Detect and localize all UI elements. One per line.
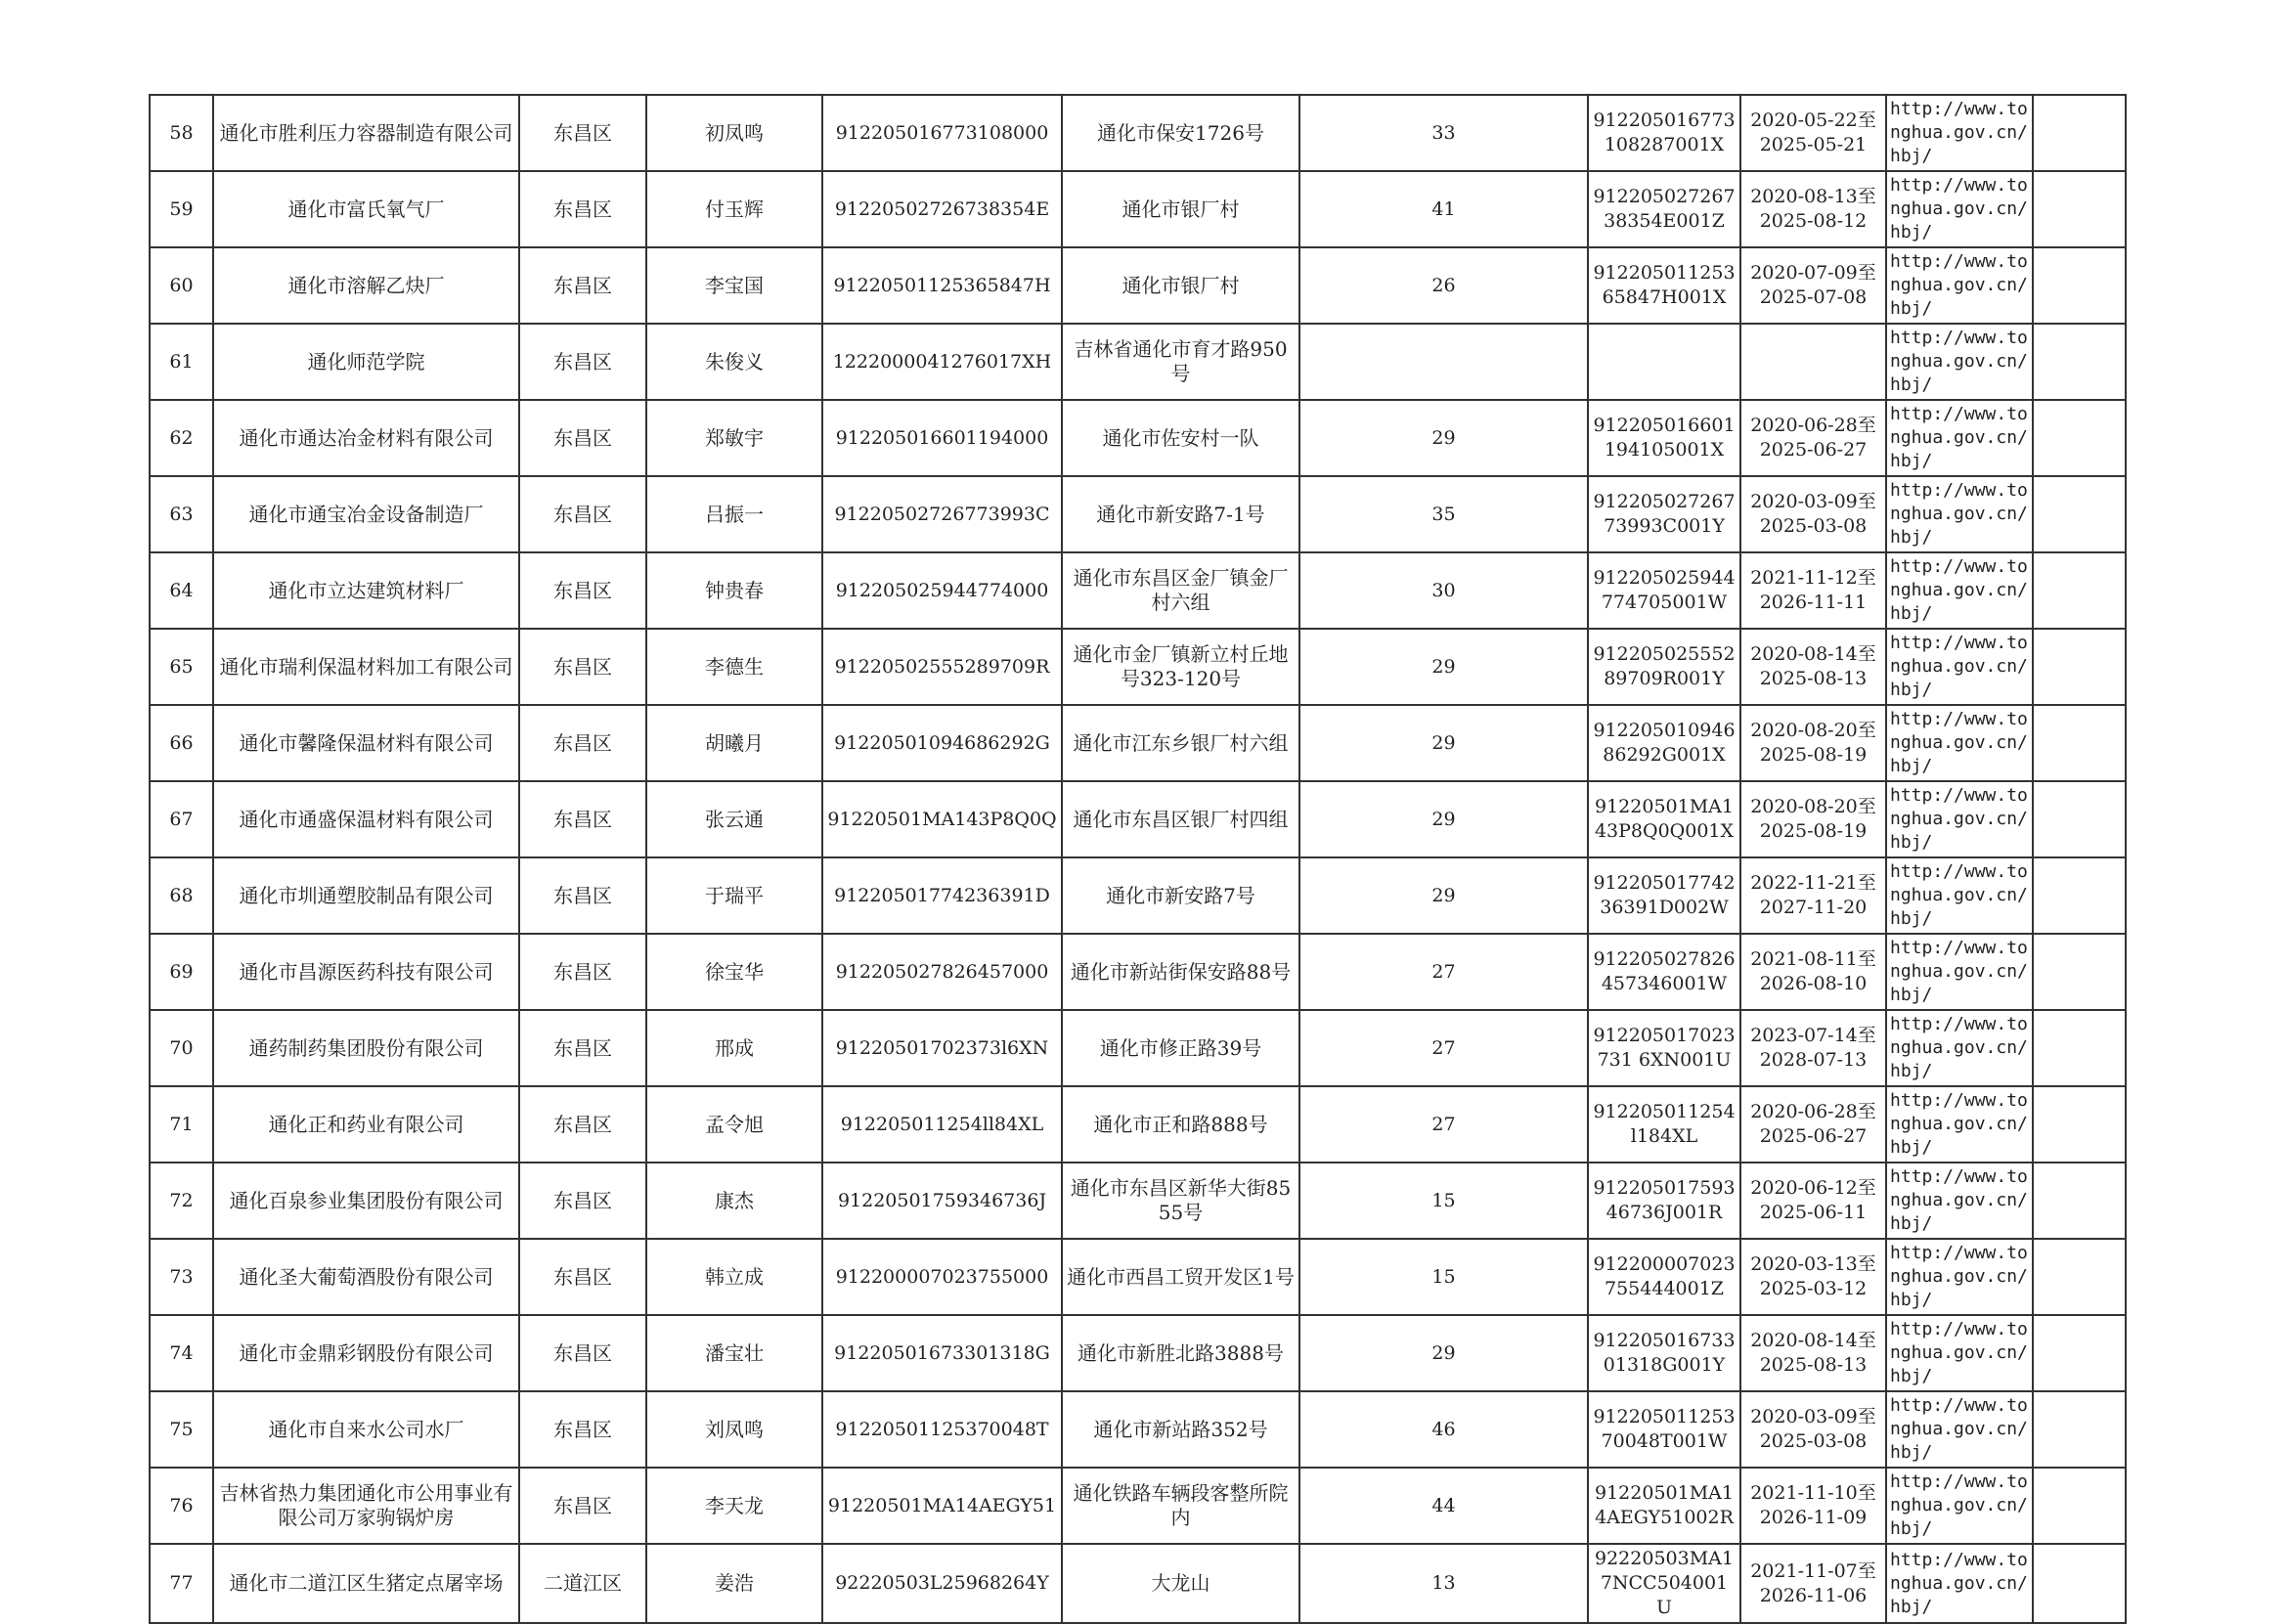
count-value-cell: 29	[1299, 1315, 1588, 1391]
district-cell: 东昌区	[519, 324, 646, 400]
address-cell: 通化市新安路7-1号	[1062, 476, 1299, 552]
district-cell: 东昌区	[519, 552, 646, 629]
count-value-cell: 29	[1299, 400, 1588, 476]
note-cell	[2033, 857, 2126, 934]
count-value-cell: 13	[1299, 1544, 1588, 1623]
note-cell	[2033, 705, 2126, 781]
info-link-cell[interactable]: http://www.tonghua.gov.cn/hbj/	[1886, 1391, 2033, 1468]
permit-number-cell: 91220501673301318G001Y	[1588, 1315, 1740, 1391]
note-cell	[2033, 476, 2126, 552]
credit-code-cell: 912205016773108000	[822, 95, 1062, 171]
row-number-cell: 63	[150, 476, 213, 552]
table-row	[150, 247, 2126, 324]
table-row	[150, 1163, 2126, 1239]
address-cell: 通化市佐安村一队	[1062, 400, 1299, 476]
validity-period-cell	[1740, 324, 1886, 400]
table-row	[150, 1086, 2126, 1163]
validity-period-cell: 2020-06-28至2025-06-27	[1740, 1086, 1886, 1163]
note-cell	[2033, 1239, 2126, 1315]
company-name-cell: 通化圣大葡萄酒股份有限公司	[213, 1239, 519, 1315]
district-cell: 东昌区	[519, 1239, 646, 1315]
validity-period-cell: 2020-08-14至2025-08-13	[1740, 629, 1886, 705]
permit-number-cell: 91220502555289709R001Y	[1588, 629, 1740, 705]
credit-code-cell: 912205016601194000	[822, 400, 1062, 476]
validity-period-cell: 2023-07-14至2028-07-13	[1740, 1010, 1886, 1086]
table-row	[150, 400, 2126, 476]
note-cell	[2033, 629, 2126, 705]
info-link-cell[interactable]: http://www.tonghua.gov.cn/hbj/	[1886, 1315, 2033, 1391]
district-cell: 东昌区	[519, 1163, 646, 1239]
table-row	[150, 1468, 2126, 1544]
count-value-cell: 44	[1299, 1468, 1588, 1544]
permit-number-cell: 91220502726738354E001Z	[1588, 171, 1740, 247]
permit-number-cell	[1588, 324, 1740, 400]
table-row	[150, 934, 2126, 1010]
company-name-cell: 通化市瑞利保温材料加工有限公司	[213, 629, 519, 705]
count-value-cell: 15	[1299, 1239, 1588, 1315]
table-row	[150, 629, 2126, 705]
company-name-cell: 通药制药集团股份有限公司	[213, 1010, 519, 1086]
count-value-cell: 46	[1299, 1391, 1588, 1468]
permit-number-cell: 912200007023755444001Z	[1588, 1239, 1740, 1315]
info-link-cell[interactable]: http://www.tonghua.gov.cn/hbj/	[1886, 1010, 2033, 1086]
count-value-cell: 30	[1299, 552, 1588, 629]
legal-representative-cell: 胡曦月	[646, 705, 822, 781]
table-row	[150, 1239, 2126, 1315]
row-number-cell: 61	[150, 324, 213, 400]
credit-code-cell: 91220501125365847H	[822, 247, 1062, 324]
note-cell	[2033, 400, 2126, 476]
note-cell	[2033, 1010, 2126, 1086]
district-cell: 东昌区	[519, 247, 646, 324]
address-cell: 通化市江东乡银厂村六组	[1062, 705, 1299, 781]
note-cell	[2033, 247, 2126, 324]
legal-representative-cell: 邢成	[646, 1010, 822, 1086]
district-cell: 东昌区	[519, 476, 646, 552]
row-number-cell: 71	[150, 1086, 213, 1163]
validity-period-cell: 2020-08-20至2025-08-19	[1740, 705, 1886, 781]
legal-representative-cell: 张云通	[646, 781, 822, 857]
address-cell: 通化市银厂村	[1062, 247, 1299, 324]
table-row	[150, 1391, 2126, 1468]
credit-code-cell: 91220501MA143P8Q0Q	[822, 781, 1062, 857]
address-cell: 通化市正和路888号	[1062, 1086, 1299, 1163]
row-number-cell: 67	[150, 781, 213, 857]
district-cell: 东昌区	[519, 934, 646, 1010]
count-value-cell: 15	[1299, 1163, 1588, 1239]
info-link-cell[interactable]: http://www.tonghua.gov.cn/hbj/	[1886, 95, 2033, 171]
credit-code-cell: 912205025944774000	[822, 552, 1062, 629]
company-name-cell: 通化市通宝冶金设备制造厂	[213, 476, 519, 552]
row-number-cell: 74	[150, 1315, 213, 1391]
district-cell: 二道江区	[519, 1544, 646, 1623]
info-link-cell[interactable]: http://www.tonghua.gov.cn/hbj/	[1886, 1086, 2033, 1163]
legal-representative-cell: 潘宝壮	[646, 1315, 822, 1391]
info-link-cell[interactable]: http://www.tonghua.gov.cn/hbj/	[1886, 476, 2033, 552]
validity-period-cell: 2020-06-12至2025-06-11	[1740, 1163, 1886, 1239]
table-row	[150, 552, 2126, 629]
row-number-cell: 68	[150, 857, 213, 934]
table-row	[150, 781, 2126, 857]
row-number-cell: 66	[150, 705, 213, 781]
note-cell	[2033, 1163, 2126, 1239]
permit-number-cell: 912205011254l184XL	[1588, 1086, 1740, 1163]
validity-period-cell: 2021-11-12至2026-11-11	[1740, 552, 1886, 629]
address-cell: 通化市西昌工贸开发区1号	[1062, 1239, 1299, 1315]
count-value-cell: 27	[1299, 1010, 1588, 1086]
permit-number-cell: 91220501774236391D002W	[1588, 857, 1740, 934]
info-link-cell[interactable]: http://www.tonghua.gov.cn/hbj/	[1886, 1468, 2033, 1544]
count-value-cell: 33	[1299, 95, 1588, 171]
info-link-cell[interactable]: http://www.tonghua.gov.cn/hbj/	[1886, 324, 2033, 400]
permit-number-cell: 91220501759346736J001R	[1588, 1163, 1740, 1239]
address-cell: 通化市新站路352号	[1062, 1391, 1299, 1468]
legal-representative-cell: 钟贵春	[646, 552, 822, 629]
company-name-cell: 通化市金鼎彩钢股份有限公司	[213, 1315, 519, 1391]
credit-code-cell: 91220501702373l6XN	[822, 1010, 1062, 1086]
credit-code-cell: 912205011254ll84XL	[822, 1086, 1062, 1163]
row-number-cell: 77	[150, 1544, 213, 1623]
note-cell	[2033, 552, 2126, 629]
legal-representative-cell: 刘凤鸣	[646, 1391, 822, 1468]
table-row	[150, 476, 2126, 552]
row-number-cell: 75	[150, 1391, 213, 1468]
note-cell	[2033, 1544, 2126, 1623]
credit-code-cell: 91220501774236391D	[822, 857, 1062, 934]
table-row	[150, 171, 2126, 247]
district-cell: 东昌区	[519, 705, 646, 781]
address-cell: 通化市东昌区金厂镇金厂村六组	[1062, 552, 1299, 629]
validity-period-cell: 2020-08-20至2025-08-19	[1740, 781, 1886, 857]
note-cell	[2033, 1086, 2126, 1163]
address-cell: 通化市新站街保安路88号	[1062, 934, 1299, 1010]
validity-period-cell: 2022-11-21至2027-11-20	[1740, 857, 1886, 934]
credit-code-cell: 91220501673301318G	[822, 1315, 1062, 1391]
note-cell	[2033, 1468, 2126, 1544]
count-value-cell	[1299, 324, 1588, 400]
row-number-cell: 65	[150, 629, 213, 705]
credit-code-cell: 91220502726738354E	[822, 171, 1062, 247]
validity-period-cell: 2020-03-13至2025-03-12	[1740, 1239, 1886, 1315]
legal-representative-cell: 李宝国	[646, 247, 822, 324]
row-number-cell: 58	[150, 95, 213, 171]
legal-representative-cell: 姜浩	[646, 1544, 822, 1623]
company-name-cell: 通化正和药业有限公司	[213, 1086, 519, 1163]
legal-representative-cell: 李德生	[646, 629, 822, 705]
address-cell: 通化市新胜北路3888号	[1062, 1315, 1299, 1391]
info-link-cell[interactable]: http://www.tonghua.gov.cn/hbj/	[1886, 857, 2033, 934]
permit-number-cell: 912205016601194105001X	[1588, 400, 1740, 476]
validity-period-cell: 2020-06-28至2025-06-27	[1740, 400, 1886, 476]
permit-number-cell: 92220503MA17NCC504001U	[1588, 1544, 1740, 1623]
legal-representative-cell: 于瑞平	[646, 857, 822, 934]
note-cell	[2033, 1315, 2126, 1391]
validity-period-cell: 2020-07-09至2025-07-08	[1740, 247, 1886, 324]
credit-code-cell: 912205027826457000	[822, 934, 1062, 1010]
validity-period-cell: 2021-11-10至2026-11-09	[1740, 1468, 1886, 1544]
legal-representative-cell: 李天龙	[646, 1468, 822, 1544]
permit-number-cell: 91220501MA143P8Q0Q001X	[1588, 781, 1740, 857]
note-cell	[2033, 324, 2126, 400]
validity-period-cell: 2021-08-11至2026-08-10	[1740, 934, 1886, 1010]
district-cell: 东昌区	[519, 95, 646, 171]
count-value-cell: 27	[1299, 1086, 1588, 1163]
address-cell: 通化市保安1726号	[1062, 95, 1299, 171]
legal-representative-cell: 徐宝华	[646, 934, 822, 1010]
district-cell: 东昌区	[519, 171, 646, 247]
district-cell: 东昌区	[519, 1468, 646, 1544]
legal-representative-cell: 康杰	[646, 1163, 822, 1239]
legal-representative-cell: 韩立成	[646, 1239, 822, 1315]
address-cell: 大龙山	[1062, 1544, 1299, 1623]
info-link-cell[interactable]: http://www.tonghua.gov.cn/hbj/	[1886, 1163, 2033, 1239]
table-row	[150, 1315, 2126, 1391]
table-row	[150, 1544, 2126, 1623]
legal-representative-cell: 吕振一	[646, 476, 822, 552]
credit-code-cell: 91220502726773993C	[822, 476, 1062, 552]
row-number-cell: 59	[150, 171, 213, 247]
table-row	[150, 857, 2126, 934]
credit-code-cell: 91220501094686292G	[822, 705, 1062, 781]
company-name-cell: 通化市胜利压力容器制造有限公司	[213, 95, 519, 171]
row-number-cell: 69	[150, 934, 213, 1010]
validity-period-cell: 2020-08-14至2025-08-13	[1740, 1315, 1886, 1391]
company-name-cell: 通化市馨隆保温材料有限公司	[213, 705, 519, 781]
validity-period-cell: 2021-11-07至2026-11-06	[1740, 1544, 1886, 1623]
permit-number-cell: 91220502726773993C001Y	[1588, 476, 1740, 552]
address-cell: 通化市银厂村	[1062, 171, 1299, 247]
validity-period-cell: 2020-08-13至2025-08-12	[1740, 171, 1886, 247]
district-cell: 东昌区	[519, 781, 646, 857]
credit-code-cell: 91220501MA14AEGY51	[822, 1468, 1062, 1544]
address-cell: 通化市新安路7号	[1062, 857, 1299, 934]
validity-period-cell: 2020-03-09至2025-03-08	[1740, 476, 1886, 552]
row-number-cell: 64	[150, 552, 213, 629]
row-number-cell: 76	[150, 1468, 213, 1544]
count-value-cell: 29	[1299, 705, 1588, 781]
district-cell: 东昌区	[519, 400, 646, 476]
count-value-cell: 27	[1299, 934, 1588, 1010]
info-link-cell[interactable]: http://www.tonghua.gov.cn/hbj/	[1886, 400, 2033, 476]
company-name-cell: 通化市昌源医药科技有限公司	[213, 934, 519, 1010]
count-value-cell: 35	[1299, 476, 1588, 552]
row-number-cell: 70	[150, 1010, 213, 1086]
permit-number-cell: 912205016773108287001X	[1588, 95, 1740, 171]
info-link-cell[interactable]: http://www.tonghua.gov.cn/hbj/	[1886, 171, 2033, 247]
company-name-cell: 通化市溶解乙炔厂	[213, 247, 519, 324]
info-link-cell[interactable]: http://www.tonghua.gov.cn/hbj/	[1886, 247, 2033, 324]
credit-code-cell: 91220501125370048T	[822, 1391, 1062, 1468]
legal-representative-cell: 孟令旭	[646, 1086, 822, 1163]
row-number-cell: 73	[150, 1239, 213, 1315]
info-link-cell[interactable]: http://www.tonghua.gov.cn/hbj/	[1886, 1544, 2033, 1623]
address-cell: 通化市东昌区银厂村四组	[1062, 781, 1299, 857]
legal-representative-cell: 郑敏宇	[646, 400, 822, 476]
address-cell: 通化市东昌区新华大街8555号	[1062, 1163, 1299, 1239]
table-row	[150, 705, 2126, 781]
table-row	[150, 1010, 2126, 1086]
address-cell: 通化市金厂镇新立村丘地号323-120号	[1062, 629, 1299, 705]
note-cell	[2033, 1391, 2126, 1468]
note-cell	[2033, 934, 2126, 1010]
permit-number-cell: 912205027826457346001W	[1588, 934, 1740, 1010]
district-cell: 东昌区	[519, 1391, 646, 1468]
count-value-cell: 41	[1299, 171, 1588, 247]
company-name-cell: 通化市富氏氧气厂	[213, 171, 519, 247]
permit-number-cell: 912205017023731 6XN001U	[1588, 1010, 1740, 1086]
row-number-cell: 60	[150, 247, 213, 324]
permit-number-cell: 91220501MA14AEGY51002R	[1588, 1468, 1740, 1544]
permit-number-cell: 91220501125370048T001W	[1588, 1391, 1740, 1468]
permit-table	[149, 94, 2127, 1624]
validity-period-cell: 2020-05-22至2025-05-21	[1740, 95, 1886, 171]
count-value-cell: 29	[1299, 629, 1588, 705]
note-cell	[2033, 95, 2126, 171]
legal-representative-cell: 付玉辉	[646, 171, 822, 247]
credit-code-cell: 1222000041276017XH	[822, 324, 1062, 400]
company-name-cell: 吉林省热力集团通化市公用事业有限公司万家驹锅炉房	[213, 1468, 519, 1544]
note-cell	[2033, 171, 2126, 247]
legal-representative-cell: 朱俊义	[646, 324, 822, 400]
company-name-cell: 通化师范学院	[213, 324, 519, 400]
note-cell	[2033, 781, 2126, 857]
address-cell: 吉林省通化市育才路950号	[1062, 324, 1299, 400]
company-name-cell: 通化百泉参业集团股份有限公司	[213, 1163, 519, 1239]
district-cell: 东昌区	[519, 857, 646, 934]
count-value-cell: 29	[1299, 781, 1588, 857]
table-row	[150, 95, 2126, 171]
info-link-cell[interactable]: http://www.tonghua.gov.cn/hbj/	[1886, 934, 2033, 1010]
credit-code-cell: 91220502555289709R	[822, 629, 1062, 705]
company-name-cell: 通化市二道江区生猪定点屠宰场	[213, 1544, 519, 1623]
validity-period-cell: 2020-03-09至2025-03-08	[1740, 1391, 1886, 1468]
credit-code-cell: 91220501759346736J	[822, 1163, 1062, 1239]
district-cell: 东昌区	[519, 1010, 646, 1086]
info-link-cell[interactable]: http://www.tonghua.gov.cn/hbj/	[1886, 1239, 2033, 1315]
district-cell: 东昌区	[519, 1086, 646, 1163]
info-link-cell[interactable]: http://www.tonghua.gov.cn/hbj/	[1886, 552, 2033, 629]
credit-code-cell: 912200007023755000	[822, 1239, 1062, 1315]
company-name-cell: 通化市通达冶金材料有限公司	[213, 400, 519, 476]
count-value-cell: 29	[1299, 857, 1588, 934]
permit-number-cell: 91220501125365847H001X	[1588, 247, 1740, 324]
info-link-cell[interactable]: http://www.tonghua.gov.cn/hbj/	[1886, 629, 2033, 705]
company-name-cell: 通化市通盛保温材料有限公司	[213, 781, 519, 857]
credit-code-cell: 92220503L25968264Y	[822, 1544, 1062, 1623]
row-number-cell: 72	[150, 1163, 213, 1239]
info-link-cell[interactable]: http://www.tonghua.gov.cn/hbj/	[1886, 705, 2033, 781]
permit-number-cell: 91220501094686292G001X	[1588, 705, 1740, 781]
district-cell: 东昌区	[519, 1315, 646, 1391]
company-name-cell: 通化市立达建筑材料厂	[213, 552, 519, 629]
address-cell: 通化市修正路39号	[1062, 1010, 1299, 1086]
table-row	[150, 324, 2126, 400]
permit-number-cell: 912205025944774705001W	[1588, 552, 1740, 629]
info-link-cell[interactable]: http://www.tonghua.gov.cn/hbj/	[1886, 781, 2033, 857]
company-name-cell: 通化市自来水公司水厂	[213, 1391, 519, 1468]
address-cell: 通化铁路车辆段客整所院内	[1062, 1468, 1299, 1544]
legal-representative-cell: 初凤鸣	[646, 95, 822, 171]
district-cell: 东昌区	[519, 629, 646, 705]
count-value-cell: 26	[1299, 247, 1588, 324]
row-number-cell: 62	[150, 400, 213, 476]
company-name-cell: 通化市圳通塑胶制品有限公司	[213, 857, 519, 934]
